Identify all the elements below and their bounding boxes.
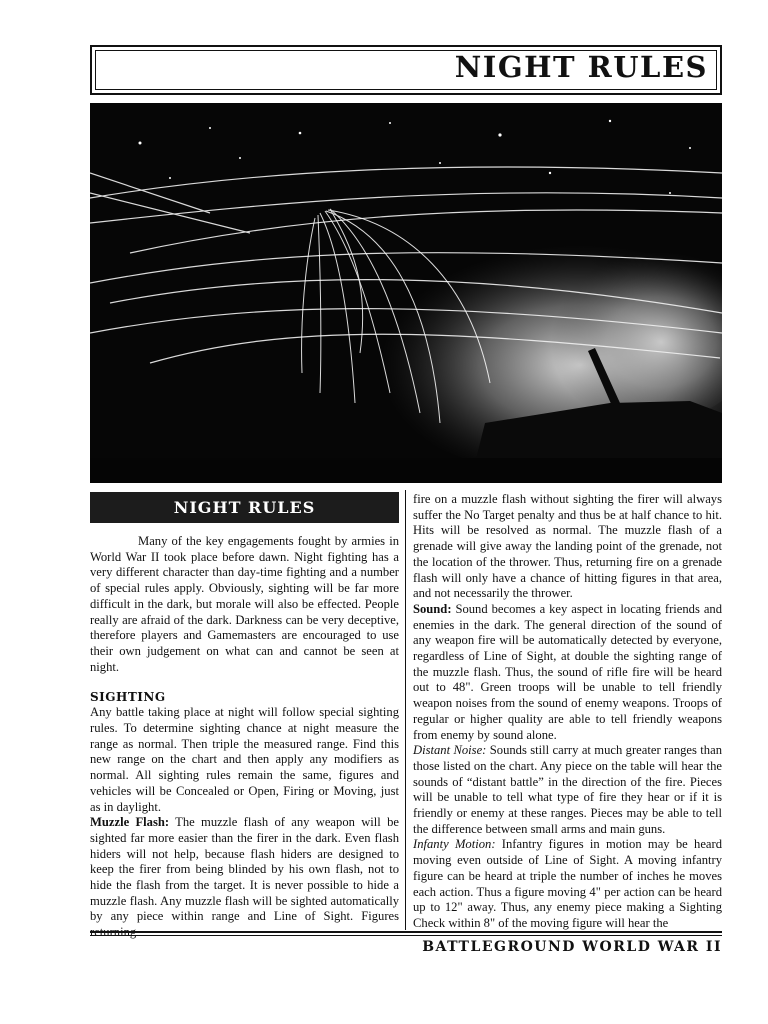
- column-divider: [405, 490, 406, 930]
- article-heading: NIGHT RULES: [90, 492, 399, 523]
- muzzle-flash-paragraph: [90, 815, 399, 941]
- sighting-paragraph: Any battle taking place at night will follow special sighting rules. To determine sighting chance at night measure the range as normal. Then triple the measured range. Find this new range on the chart and then apply any modifiers as normal. All sighting rules remain the same, figures and vehicles will be Concealed or Open, Firing or Moving, just as in daylight.: [90, 705, 399, 814]
- infantry-motion-label: Infanty Motion:: [413, 837, 496, 852]
- article-right-column: [413, 492, 722, 932]
- distant-noise-text: Sounds still carry at much greater ranges than those listed on the chart. Any piece on the table will hear the sounds of “distant battle” in the direction of the fire. Pieces will be unable to tell what type of fire they hear or if it is friendly or enemy at these ranges. Pieces may be able to tell the difference between small arms and main guns.: [413, 743, 722, 836]
- distant-noise-paragraph: [413, 743, 722, 837]
- night-battle-photo: [90, 103, 722, 483]
- footer-title: BATTLEGROUND WORLD WAR II: [422, 939, 722, 955]
- muzzle-flash-label: Muzzle Flash:: [90, 815, 170, 830]
- sound-text: Sound becomes a key aspect in locating friends and enemies in the dark. The general direction of the sound of any weapon fire will be automatically detected by everyone, regardless of Line of Sight, at double the sighting range of the muzzle flash. Thus, the sound of rifle fire will be heard out to 48". Green troops will be unable to tell friendly weapon noises from the sound of enemy weapons. Troops of regular or higher quality are able to tell friendly weapons from enemy by sound alone.: [413, 601, 722, 742]
- infantry-motion-text: Infantry figures in motion may be heard moving even outside of Line of Sight. A moving infantry figure can be heard at triple the number of inches he moves each action. Thus a figure moving 4" per action can be heard up to 12" away. Thus, any enemy piece making a Sighting Check within 8" of the moving figure will hear the: [413, 837, 722, 930]
- intro-paragraph: Many of the key engagements fought by armies in World War II took place before dawn. Night fighting has a very different character than day-time fighting and a number of special rules apply. Obviously, sighting will be far more difficult in the dark, but morale will also be effected. People really are afraid of the dark. Darkness can be very deceptive, therefore players and Gamemasters are encouraged to use their own judgement on what can and cannot be seen at night.: [90, 534, 399, 674]
- page-title-box: [90, 45, 722, 95]
- footer-rule-thick: [90, 931, 722, 933]
- page-title: NIGHT RULES: [454, 50, 708, 84]
- infantry-motion-paragraph: [413, 837, 722, 931]
- footer-rule-thin: [90, 935, 722, 936]
- sound-paragraph: [413, 602, 722, 743]
- muzzle-flash-text: The muzzle flash of any weapon will be sighted far more easier than the firer in the dark. Even flash hiders will not help, because flash hiders are designed to keep the firer from being blinded by his own flash, not to hide the flash from the target. It is never possible to hide a muzzle flash. Any muzzle flash will be sighted automatically by any piece within range and Line of Sight. Figures: [90, 815, 399, 924]
- muzzle-flash-continued: fire on a muzzle flash without sighting the firer will always suffer the No Target penalty and thus be at half chance to hit. Hits will be resolved as normal. The muzzle flash of a grenade will give away the landing point of the grenade, not the location of the thrower. Thus, returning fire on a grenade flash will only have a chance of hitting figures in that area, and not necessarily the thrower.: [413, 492, 722, 601]
- sound-label: Sound:: [413, 601, 452, 616]
- sighting-heading: SIGHTING: [90, 690, 166, 705]
- distant-noise-label: Distant Noise:: [413, 743, 487, 758]
- article-left-column: [90, 492, 399, 941]
